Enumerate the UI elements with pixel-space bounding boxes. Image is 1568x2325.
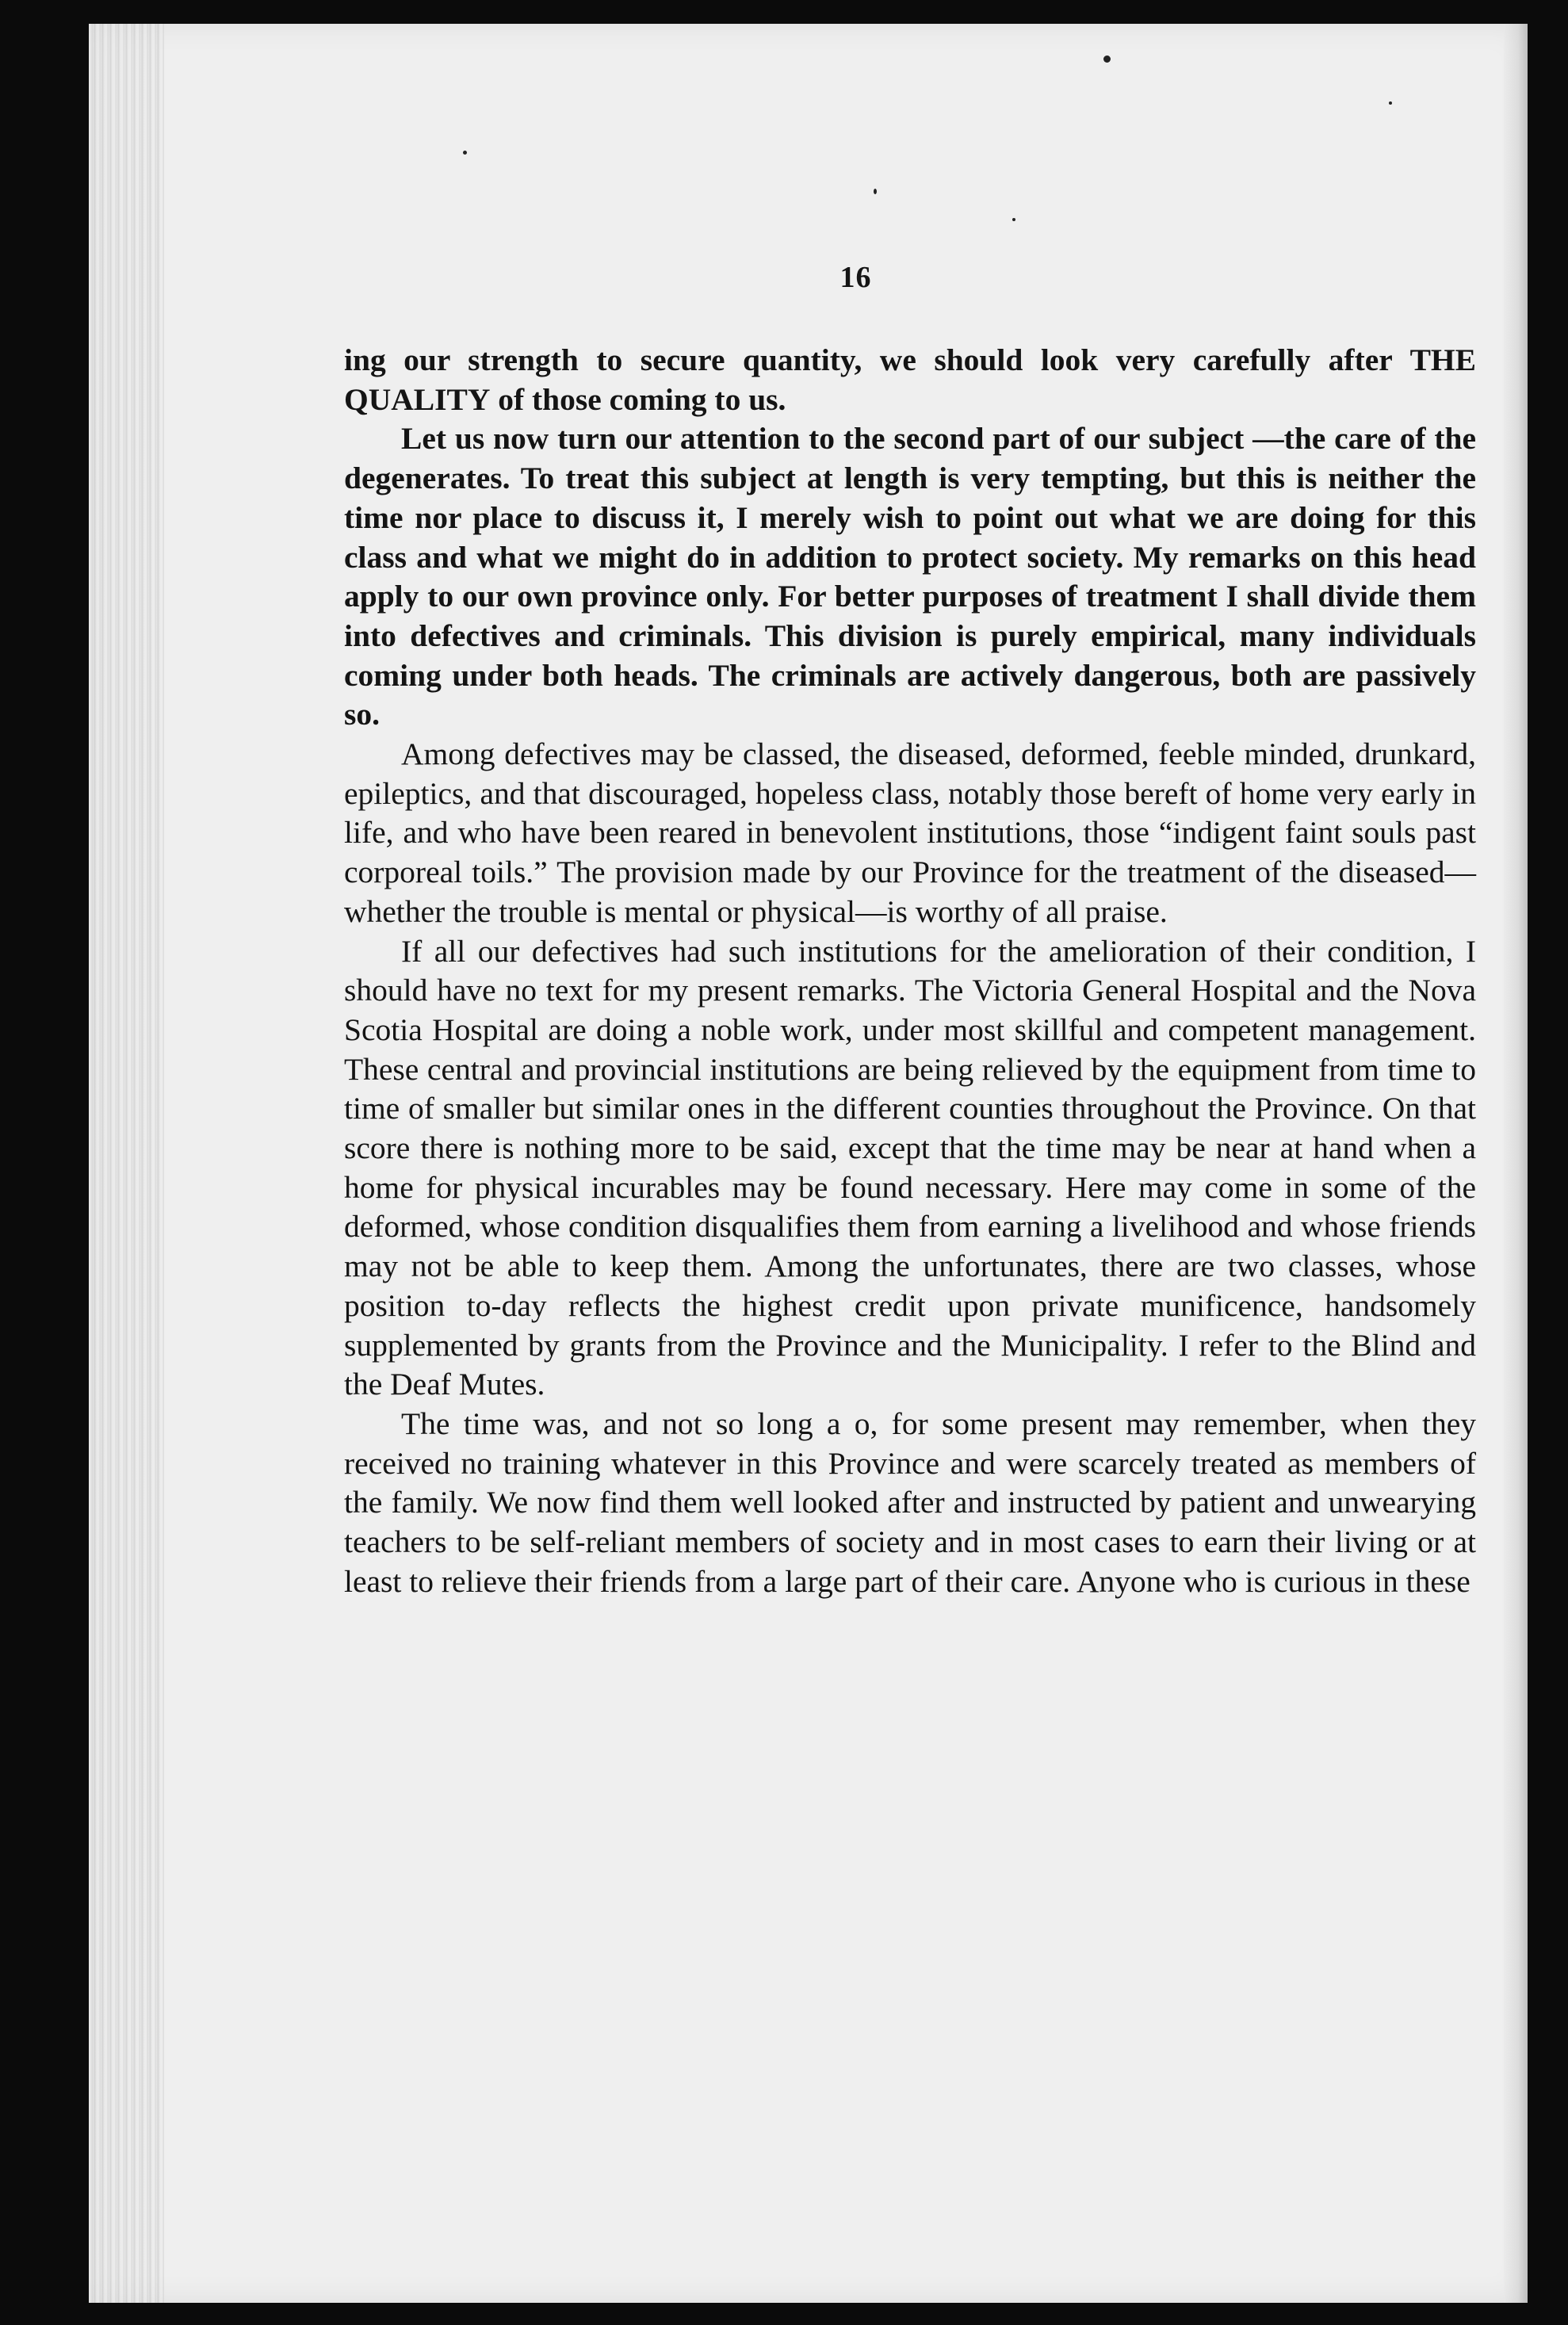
text-run: ing our strength to secure quantity, we should look very carefully after	[344, 342, 1410, 377]
paragraph: Let us now turn our attention to the second part of our subject —the care of the degenerates. To treat this subject at length is very tempting, but this is neither the time nor place to discuss it, I merely wish to point out what we are doing for this class and what we might do in addition to protect society. My remarks on this head apply to our own province only. For better purposes of treatment I shall divide them into defectives and criminals. This division is purely empirical, many individuals coming under both heads. The criminals are actively dangerous, both are passively so.	[344, 421, 1476, 732]
body-text	[344, 341, 1476, 1602]
ink-speck	[1389, 101, 1392, 105]
paragraph: The time was, and not so long a o, for some present may remember, when they received no training whatever in this Province and were scarcely treated as members of the family. We now find them well looked after and instructed by patient and unwearying teachers to be self-reliant members of society and in most cases to earn their living or at least to relieve their friends from a large part of their care. Anyone who is curious in these	[344, 1405, 1476, 1599]
ink-speck	[1103, 55, 1111, 63]
ink-speck	[874, 189, 877, 194]
page-edge-shadow	[1504, 24, 1528, 2303]
text-run: of those coming to us.	[490, 381, 786, 417]
page-number: 16	[839, 261, 872, 294]
ink-speck	[1012, 218, 1015, 221]
paragraph: If all our defectives had such institutions for the amelioration of their condition, I should have no text for my present remarks. The Victoria General Hospital and the Nova Scotia Hospital are doing a noble work, under most skillful and competent management. These central and provincial institutions are being relieved by the equipment from time to time of smaller but similar ones in the different counties throughout the Province. On that score there is nothing more to be said, except that the time may be near at hand when a home for physical incurables may be found necessary. Here may come in some of the deformed, whose condition disqualifies them from earning a livelihood and whose friends may not be able to keep them. Among the unfortunates, there are two classes, whose position to-day reflects the highest credit upon private munificence, handsomely supplemented by grants from the Province and the Municipality. I refer to the Blind and the Deaf Mutes.	[344, 933, 1476, 1402]
paragraph: Among defectives may be classed, the diseased, deformed, feeble minded, drunkard, epileptics, and that discouraged, hopeless class, notably those bereft of home very early in life, and who have been reared in benevolent institutions, those “indigent faint souls past corporeal toils.” The provision made by our Province for the treatment of the diseased—whether the trouble is mental or physical—is worthy of all praise.	[344, 736, 1476, 929]
small-caps-term: THE QUALITY	[344, 342, 1476, 417]
ink-speck	[463, 151, 467, 155]
paragraph	[344, 341, 1476, 419]
scanned-page	[89, 24, 1528, 2303]
binding-edge	[89, 24, 164, 2303]
